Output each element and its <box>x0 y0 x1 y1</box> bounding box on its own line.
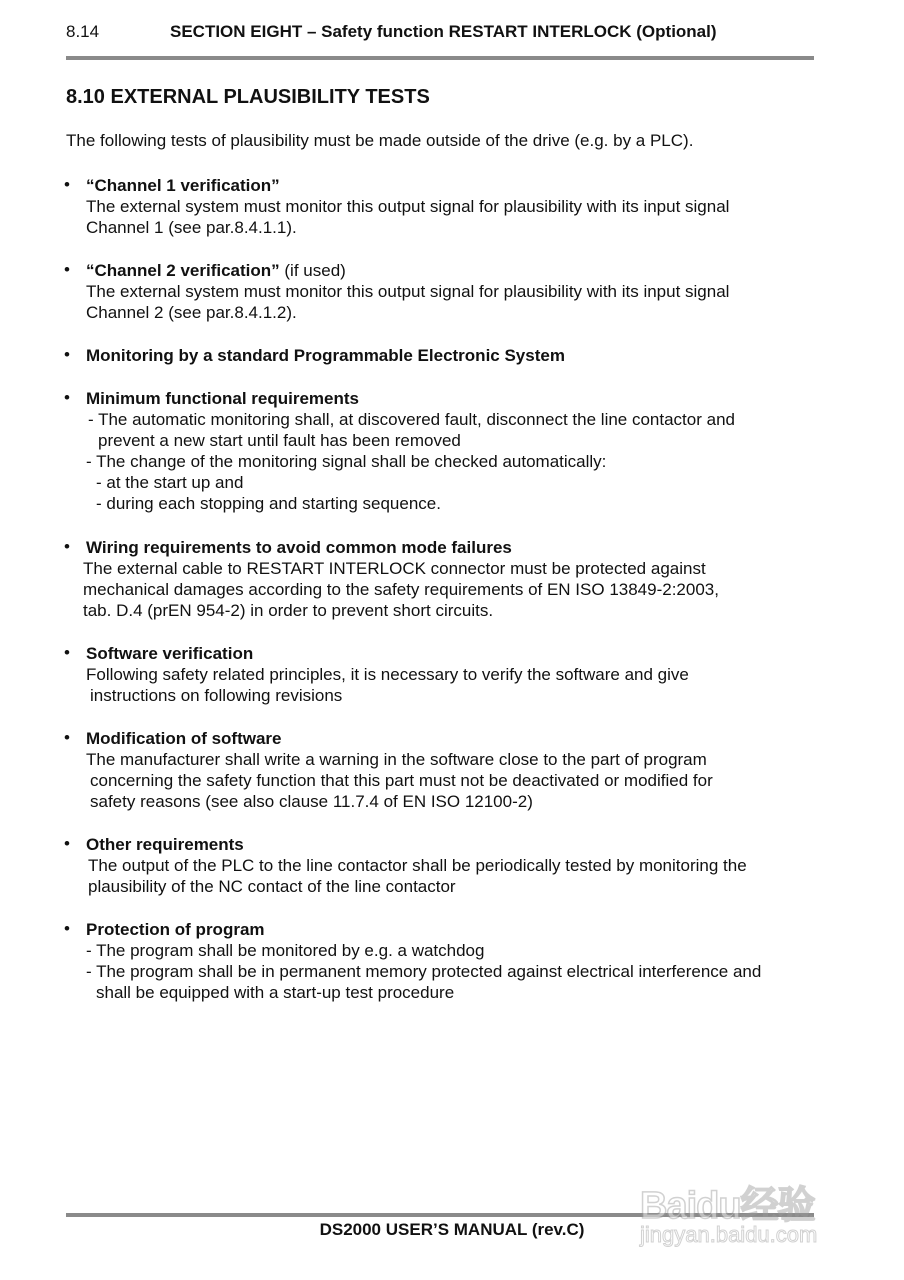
page-heading: 8.10 EXTERNAL PLAUSIBILITY TESTS <box>66 86 430 108</box>
item-title-other: Other requirements <box>86 835 244 854</box>
item-line: concerning the safety function that this part must not be deactivated or modified for <box>90 771 713 790</box>
item-line: - The change of the monitoring signal shall be checked automatically: <box>86 452 607 471</box>
item-line: The manufacturer shall write a warning in the software close to the part of program <box>86 750 707 769</box>
item-line: mechanical damages according to the safety requirements of EN ISO 13849-2:2003, <box>83 580 719 599</box>
item-line: - The program shall be in permanent memory protected against electrical interference and <box>86 962 762 981</box>
item-line: - during each stopping and starting sequence. <box>96 494 441 513</box>
item-title-channel-2-wrap <box>86 260 346 281</box>
intro-paragraph: The following tests of plausibility must be made outside of the drive (e.g. by a PLC). <box>66 131 694 150</box>
page-header <box>0 0 904 60</box>
page-number: 8.14 <box>66 22 100 41</box>
bullet-icon: • <box>64 260 70 279</box>
section-title: SECTION EIGHT – Safety function RESTART INTERLOCK (Optional) <box>170 22 717 41</box>
item-line: instructions on following revisions <box>90 686 343 705</box>
item-line: plausibility of the NC contact of the line contactor <box>88 877 456 896</box>
item-line: The external system must monitor this output signal for plausibility with its input signal <box>86 282 730 301</box>
item-line: The external cable to RESTART INTERLOCK connector must be protected against <box>83 559 706 578</box>
watermark <box>640 1160 880 1270</box>
item-title-suffix: (if used) <box>279 261 346 280</box>
bullet-icon: • <box>64 388 70 407</box>
item-title-wiring: Wiring requirements to avoid common mode failures <box>86 538 512 557</box>
bullet-icon: • <box>64 919 70 938</box>
bullet-icon: • <box>64 345 70 364</box>
item-line: Channel 1 (see par.8.4.1.1). <box>86 218 297 237</box>
item-line: tab. D.4 (prEN 954-2) in order to prevent short circuits. <box>83 601 494 620</box>
item-line: shall be equipped with a start-up test procedure <box>96 983 455 1002</box>
item-line: - at the start up and <box>96 473 244 492</box>
bullet-icon: • <box>64 834 70 853</box>
item-title-minimum-requirements: Minimum functional requirements <box>86 389 359 408</box>
item-line: safety reasons (see also clause 11.7.4 of EN ISO 12100-2) <box>90 792 533 811</box>
item-line: - The automatic monitoring shall, at discovered fault, disconnect the line contactor and <box>88 410 735 429</box>
item-title-software-verification: Software verification <box>86 644 254 663</box>
watermark-logo: Baidu经验 <box>640 1185 815 1227</box>
item-line: - The program shall be monitored by e.g. a watchdog <box>86 941 485 960</box>
header-rule <box>66 56 814 60</box>
bullet-icon: • <box>64 537 70 556</box>
item-title-channel-1: “Channel 1 verification” <box>86 176 280 195</box>
item-title-monitoring: Monitoring by a standard Programmable Electronic System <box>86 346 565 365</box>
bullet-icon: • <box>64 175 70 194</box>
item-line: prevent a new start until fault has been removed <box>98 431 461 450</box>
bullet-icon: • <box>64 643 70 662</box>
item-title-modification: Modification of software <box>86 729 282 748</box>
bullet-icon: • <box>64 728 70 747</box>
item-line: The external system must monitor this output signal for plausibility with its input signal <box>86 197 730 216</box>
watermark-url: jingyan.baidu.com <box>640 1222 818 1247</box>
item-title-channel-2: “Channel 2 verification” <box>86 261 280 280</box>
item-line: Channel 2 (see par.8.4.1.2). <box>86 303 297 322</box>
footer-manual-title: DS2000 USER’S MANUAL (rev.C) <box>319 1220 585 1239</box>
item-line: Following safety related principles, it is necessary to verify the software and give <box>86 665 689 684</box>
item-title-protection: Protection of program <box>86 920 265 939</box>
item-line: The output of the PLC to the line contactor shall be periodically tested by monitoring the <box>88 856 747 875</box>
